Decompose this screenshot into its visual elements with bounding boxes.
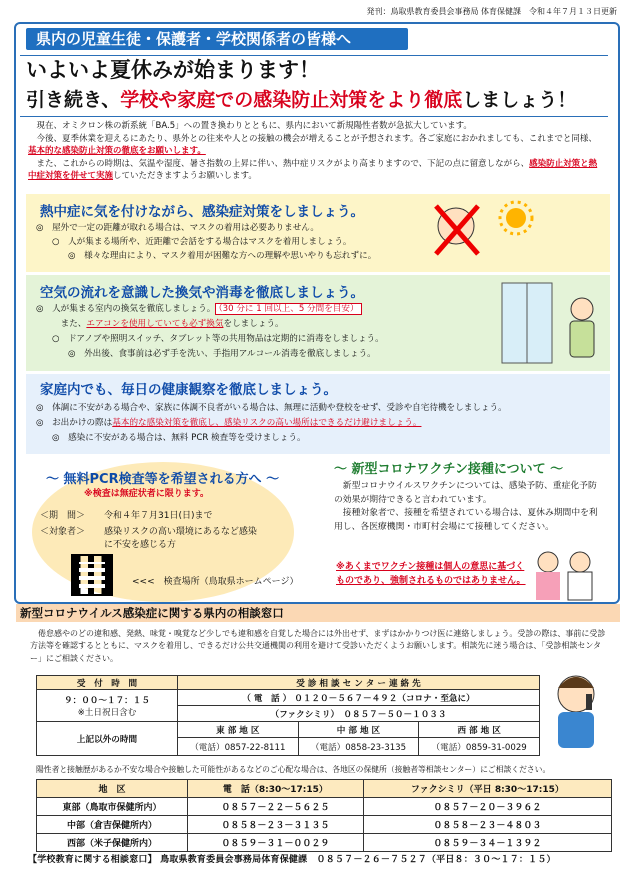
section-title: 空気の流れを意識した換気や消毒を徹底しましょう。: [40, 285, 364, 301]
vaccination-illustration-icon: [528, 546, 598, 602]
table-row: 中部（倉吉保健所内） ０８５８－２３－３１３５ ０８５８－２３－４８０３: [37, 816, 612, 834]
qr-code[interactable]: [71, 554, 113, 596]
section-title: 熱中症に気を付けながら、感染症対策をしましょう。: [40, 204, 364, 220]
divider: [20, 116, 608, 117]
headline-1: いよいよ夏休みが始まります！: [26, 58, 320, 82]
table-row: 東部（鳥取市保健所内） ０８５７－２２－５６２５ ０８５７－２０－３９６２: [37, 798, 612, 816]
sun-icon: [496, 198, 536, 238]
section-heatstroke: 熱中症に気を付けながら、感染症対策をしましょう。 ◎ 屋外で一定の距離が取れる場合は、マスクの着用は必要ありません。 ○ 人が集まる場所や、近距離で会話をする場合はマスクを着用しましょう。 ◎ 様々な理由により、マスク着用が困難な方への理解や思いやりも忘れずに。: [26, 194, 610, 272]
section-title: 家庭内でも、毎日の健康観察を徹底しましょう。: [40, 382, 337, 398]
contact-note: 陽性者と接触歴があるか不安な場合や接触した可能性があるなどのご心配な場合は、各地区の保健所（接触者等相談センター）にご相談ください。: [36, 765, 551, 774]
consult-paragraph: 倦怠感やのどの違和感、発熱、味覚・嗅覚など少しでも違和感を自覚した場合には外出せず、まずはかかりつけ医に連絡しましょう。受診の際は、事前に受診方法等を確認するとともに、マスクを着用し、できるだけ公共交通機関の利用を避けて受診いただくようお願いします。相談先に迷う場合は、「受診相談センター」にご相談ください。: [30, 629, 606, 663]
pcr-link[interactable]: <<< 検査場所（鳥取県ホームページ）: [132, 577, 299, 587]
no-mask-outdoor-icon: [426, 198, 486, 264]
header-title: 県内の児童生徒・保護者・学校関係者の皆様へ: [26, 28, 408, 50]
publisher-line: 発刊：鳥取県教育委員会事務局 体育保健課 令和４年７月１３日更新: [366, 7, 617, 16]
window-ventilation-icon: [498, 279, 608, 369]
section-ventilation: 空気の流れを意識した換気や消毒を徹底しましょう。 ◎ 人が集まる室内の換気を徹底しましょう。 （30 分に 1 回以上、5 分間を目安） また、エアコンを使用していても必ず換気をしましょう。 ○ ドアノブや照明スイッチ、タブレット等の共用物品は定期的に消毒をしましょう。 ◎ 外出後、食事前は必ず手を洗い、手指用アルコール消毒を徹底しましょう。: [26, 275, 610, 371]
health-center-table: 地 区 電 話（8:30～17:15） ファクシミリ（平日 8:30～17:15） 東部（鳥取市保健所内） ０８５７－２２－５６２５ ０８５７－２０－３９６２ 中部（倉吉保健所内） ０８５８－２３－３１３５ ０８５８－２３－４８０３ 西部（米子保健所内） ０８５９－３１－００２９ ０８５９－３４－１３９２: [36, 779, 612, 852]
table-row: 西部（米子保健所内） ０８５９－３１－００２９ ０８５９－３４－１３９２: [37, 834, 612, 852]
headline-2: 引き続き、学校や家庭での感染防止対策をより徹底しましょう！: [26, 89, 577, 111]
consult-title: 新型コロナウイルス感染症に関する県内の相談窓口: [16, 604, 620, 622]
pcr-note: ※検査は無症状者に限ります。: [84, 489, 210, 499]
section-health-check: 家庭内でも、毎日の健康観察を徹底しましょう。 ◎ 体調に不安がある場合や、家族に体調不良者がいる場合は、無理に活動や登校をせず、受診や自宅待機をしましょう。 ◎ お出かけの際は基本的な感染対策を徹底し、感染リスクの高い場所はできるだけ避けましょう。 ◎ 感染に不安がある場合は、無料 PCR 検査等を受けましょう。: [26, 374, 610, 454]
phone-operator-icon: [546, 668, 606, 750]
pcr-title: ～ 無料PCR検査等を希望される方へ ～: [46, 472, 280, 487]
footer-contact: 【学校教育に関する相談窓口】 鳥取県教育委員会事務局体育保健課 ０８５７－２６－７５２７（平日８：３０～１７：１５）: [28, 855, 556, 865]
vaccine-title: ～ 新型コロナワクチン接種について ～: [334, 462, 564, 477]
vaccine-warning: ※あくまでワクチン接種は個人の意思に基づくものであり、強制されるものではありません。: [336, 562, 526, 586]
vaccine-body: 新型コロナウイルスワクチンについては、感染予防、重症化予防の効果が期待できると言われています。 接種対象者で、接種を希望されている場合は、夏休み期間中を利用し、各医療機関・市町村会場にて接種してください。: [334, 481, 598, 532]
consult-center-table: 受 付 時 間 受 診 相 談 セ ン タ ー 連 絡 先 ９：００～１７：１５ ※土日祝日含む （ 電 話 ） ０１２０－５６７－４９２（コロナ・至急に） （ファクシミリ） ０８５７－５０－１０３３ 上記以外の時間 東 部 地 区 中 部 地 区 西 部 地 区 （電話）0857-22-8111 （電話）0858-23-3135 （電話）0859-31-0029: [36, 675, 540, 756]
intro-text: 現在、オミクロン株の新系統「BA.5」への置き換わりとともに、県内において新規陽性者数が急拡大しています。 今後、夏季休業を迎えるにあたり、県外との往来や人との接触の機会が増えることが予想されます。各ご家庭におかれましても、これまでと同様、基本的な感染防止対策の徹底をお願いします。 また、これからの時期は、気温や湿度、暑さ指数の上昇に伴い、熱中症リスクがより高まりますので、下記の点に留意しながら、感染防止対策と熱中症対策を併せて実施していただきますようお願いします。: [28, 121, 598, 182]
